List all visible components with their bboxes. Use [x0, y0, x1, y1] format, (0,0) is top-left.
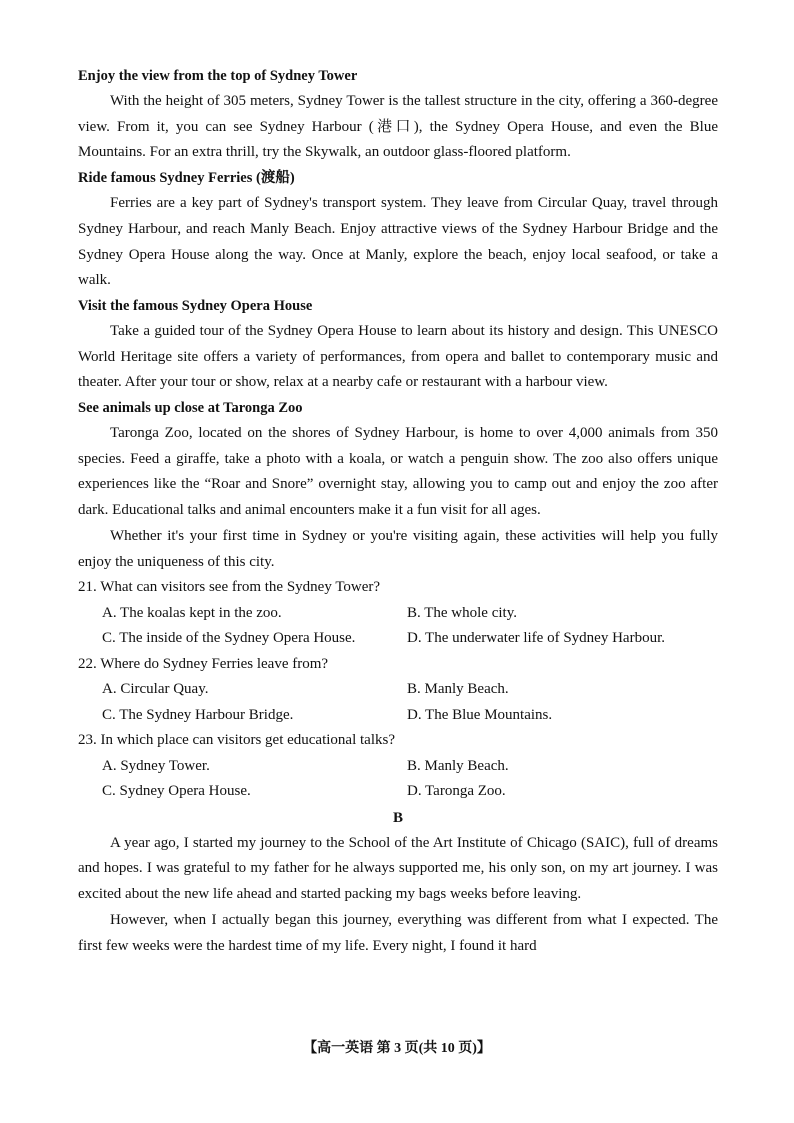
- document-page: [78, 64, 718, 959]
- section-letter: B: [392, 809, 403, 826]
- section-paragraph: Take a guided tour of the Sydney Opera House to learn about its history and design. This UNESCO World Heritage site offers a variety of performances, from opera and ballet to contemporary music and theater. After your tour or show, relax at a nearby cafe or restaurant with a harbour view.: [78, 322, 718, 391]
- option-a: A. Sydney Tower.: [102, 757, 210, 774]
- closing-paragraph: Whether it's your first time in Sydney or you're visiting again, these activities will help you fully enjoy the uniqueness of this city.: [78, 527, 718, 570]
- question-21: [78, 575, 718, 652]
- option-a: A. Circular Quay.: [102, 681, 209, 698]
- option-d: D. The Blue Mountains.: [407, 706, 553, 723]
- question-stem: 23. In which place can visitors get educational talks?: [78, 732, 395, 749]
- answer-options: [102, 754, 718, 805]
- option-b: B. The whole city.: [407, 604, 517, 621]
- section-heading: Visit the famous Sydney Opera House: [78, 297, 313, 314]
- section-heading: Enjoy the view from the top of Sydney Tower: [78, 68, 358, 84]
- section-heading: See animals up close at Taronga Zoo: [78, 400, 303, 417]
- option-b: B. Manly Beach.: [407, 681, 509, 698]
- section-heading: Ride famous Sydney Ferries (渡船): [78, 170, 295, 187]
- answer-options: [102, 601, 718, 652]
- option-c: C. The inside of the Sydney Opera House.: [102, 630, 356, 647]
- section-paragraph: Taronga Zoo, located on the shores of Sydney Harbour, is home to over 4,000 animals from 350 species. Feed a giraffe, take a photo with a koala, or watch a penguin show. The zoo also offers unique experiences like the “Roar and Snore” overnight stay, allowing you to camp out and enjoy the zoo after dark. Educational talks and animal encounters make it a fun visit for all ages.: [78, 425, 718, 519]
- option-a: A. The koalas kept in the zoo.: [102, 604, 282, 621]
- question-stem: 22. Where do Sydney Ferries leave from?: [78, 655, 329, 672]
- section-paragraph: Ferries are a key part of Sydney's transport system. They leave from Circular Quay, travel through Sydney Harbour, and reach Manly Beach. Enjoy attractive views of the Sydney Harbour Bridge and the Sydney Opera House along the way. Once at Manly, explore the beach, enjoy local seafood, or take a walk.: [78, 195, 718, 289]
- option-b: B. Manly Beach.: [407, 757, 509, 774]
- answer-options: [102, 677, 718, 728]
- question-22: [78, 652, 718, 729]
- passage-paragraph: However, when I actually began this journey, everything was different from what I expected. The first few weeks were the hardest time of my life. Every night, I found it hard: [78, 911, 718, 954]
- option-c: C. The Sydney Harbour Bridge.: [102, 706, 294, 723]
- option-d: D. The underwater life of Sydney Harbour.: [407, 630, 665, 647]
- question-stem: 21. What can visitors see from the Sydney Tower?: [78, 579, 381, 596]
- passage-paragraph: A year ago, I started my journey to the School of the Art Institute of Chicago (SAIC), full of dreams and hopes. I was grateful to my father for he always supported me, his only son, on my art journey. I was excited about the new life ahead and started packing my bags weeks before leaving.: [78, 834, 718, 903]
- question-23: [78, 728, 718, 805]
- page-footer: 【高一英语 第 3 页(共 10 页)】: [303, 1041, 491, 1056]
- option-c: C. Sydney Opera House.: [102, 783, 251, 800]
- option-d: D. Taronga Zoo.: [407, 783, 506, 800]
- section-paragraph: With the height of 305 meters, Sydney Tower is the tallest structure in the city, offering a 360-degree view. From it, you can see Sydney Harbour (港口), the Sydney Opera House, and even the Blue Mountains. For an extra thrill, try the Skywalk, an outdoor glass-floored platform.: [78, 93, 718, 161]
